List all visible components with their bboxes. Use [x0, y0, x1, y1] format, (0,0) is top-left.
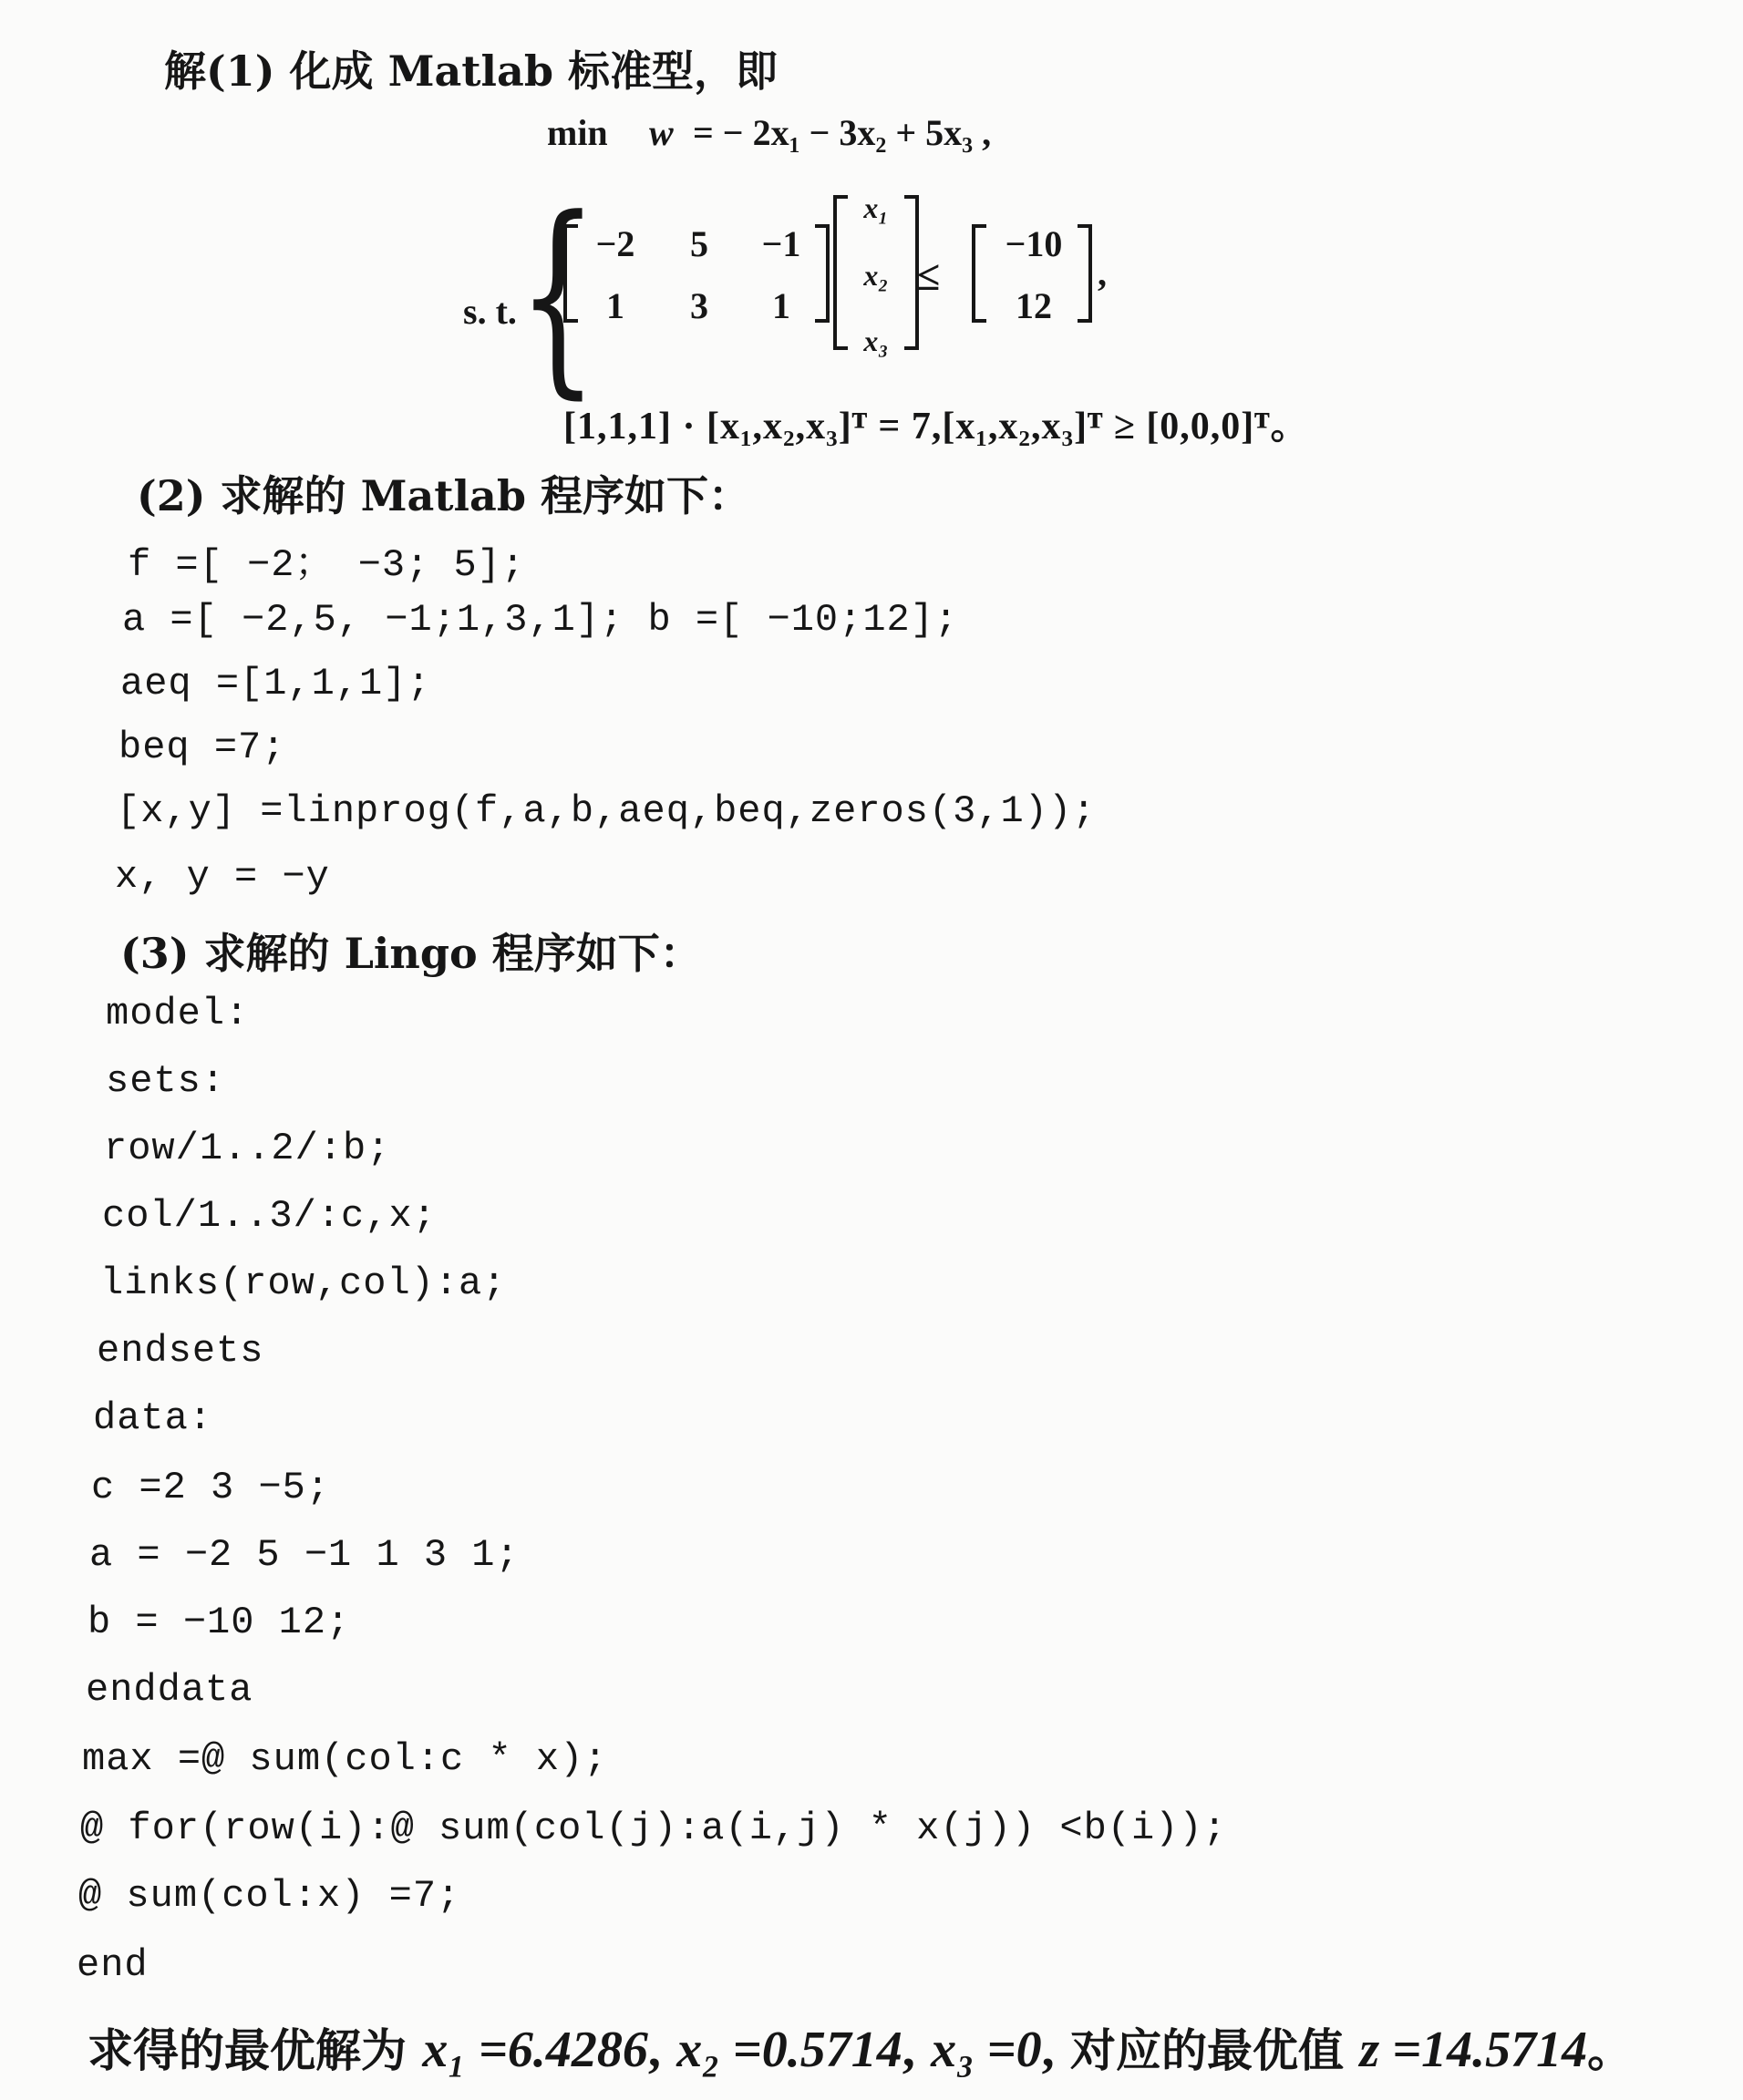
result-x3: x₃ =0 — [931, 2022, 1042, 2078]
heading-part2: (2) 求解的 Matlab 程序如下： — [137, 471, 750, 520]
lingo-code-line: model: — [106, 992, 250, 1035]
lingo-code-line: enddata — [86, 1668, 253, 1712]
vector-x-entry: x₂ — [863, 259, 889, 292]
matlab-code-line: beq =7; — [119, 726, 286, 769]
result-suffix: 。 — [1587, 2023, 1634, 2077]
matlab-code-line: [x,y] =linprog(f,a,b,aeq,beq,zeros(3,1)); — [117, 789, 1097, 833]
vector-b-entry: 12 — [1016, 285, 1052, 326]
matrix-a-left-bracket — [563, 224, 578, 323]
heading-part1: 解(1) 化成 Matlab 标准型，即 — [164, 46, 778, 96]
result-prefix: 求得的最优解为 — [88, 2023, 407, 2077]
matrix-a-cell: 1 — [606, 285, 624, 326]
objective-variable: w — [649, 112, 674, 153]
vector-b-entry: −10 — [1005, 223, 1063, 264]
lingo-code-line: sets: — [106, 1059, 226, 1103]
matrix-a-cell: 5 — [690, 223, 708, 264]
lingo-code-line: b = −10 12; — [88, 1601, 351, 1644]
vector-x-entry: x₃ — [863, 324, 889, 357]
matlab-code-line: a =[ −2,5, −1;1,3,1]; b =[ −10;12]; — [122, 598, 959, 642]
st-label: s. t. — [463, 291, 517, 332]
vector-x-entry: x₁ — [863, 191, 889, 224]
lingo-code-line: row/1..2/:b; — [104, 1127, 391, 1170]
objective-prefix: min — [547, 112, 608, 153]
result-x1: x₁ =6.4286 — [422, 2022, 648, 2078]
lingo-code-line: c =2 3 −5; — [91, 1466, 331, 1509]
matlab-code-line: aeq =[1,1,1]; — [120, 662, 431, 705]
result-x2: x₂ =0.5714 — [676, 2022, 902, 2078]
matrix-a-cell: −2 — [595, 223, 635, 264]
matrix-a-right-bracket — [815, 224, 830, 323]
matrix-a-cell: 3 — [690, 285, 708, 326]
matlab-code-line: f =[ −2； −3; 5]; — [128, 543, 526, 587]
lingo-code-line: @ for(row(i):@ sum(col(j):a(i,j) * x(j)) <b(i)); — [80, 1807, 1227, 1850]
result-mid: 对应的最优值 — [1070, 2023, 1344, 2077]
vector-b-comma: , — [1098, 252, 1107, 293]
result-z: z =14.5714 — [1359, 2022, 1588, 2078]
lingo-code-line: end — [77, 1943, 149, 1987]
result-line: 求得的最优解为 x₁ =6.4286, x₂ =0.5714, x₃ =0, 对应的最优值 z =14.5714。 — [88, 2022, 1634, 2078]
lingo-code-line: col/1..3/:c,x; — [102, 1194, 437, 1238]
vector-b-right-bracket — [1078, 224, 1092, 323]
lingo-code-line: data: — [93, 1396, 213, 1440]
inequality-sign: ≤ — [917, 252, 941, 299]
vector-b-left-bracket — [972, 224, 986, 323]
matrix-a-cell: −1 — [761, 223, 801, 264]
system-brace: { — [518, 174, 598, 417]
lingo-code-line: @ sum(col:x) =7; — [78, 1874, 461, 1918]
heading-part3: (3) 求解的 Lingo 程序如下： — [120, 929, 702, 978]
equality-constraint: [1,1,1] · [x₁,x₂,x₃]ᵀ = 7,[x₁,x₂,x₃]ᵀ ≥ [0,0,0]ᵀ。 — [563, 406, 1310, 448]
matlab-code-line: x, y = −y — [115, 855, 330, 899]
lingo-code-line: max =@ sum(col:c * x); — [82, 1737, 608, 1781]
lingo-code-line: links(row,col):a; — [100, 1261, 507, 1305]
lingo-code-line: a = −2 5 −1 1 3 1; — [89, 1533, 520, 1577]
lingo-code-line: endsets — [97, 1329, 264, 1373]
objective-expression: = − 2x₁ − 3x₂ + 5x₃ , — [693, 112, 992, 153]
matrix-a-cell: 1 — [772, 285, 790, 326]
